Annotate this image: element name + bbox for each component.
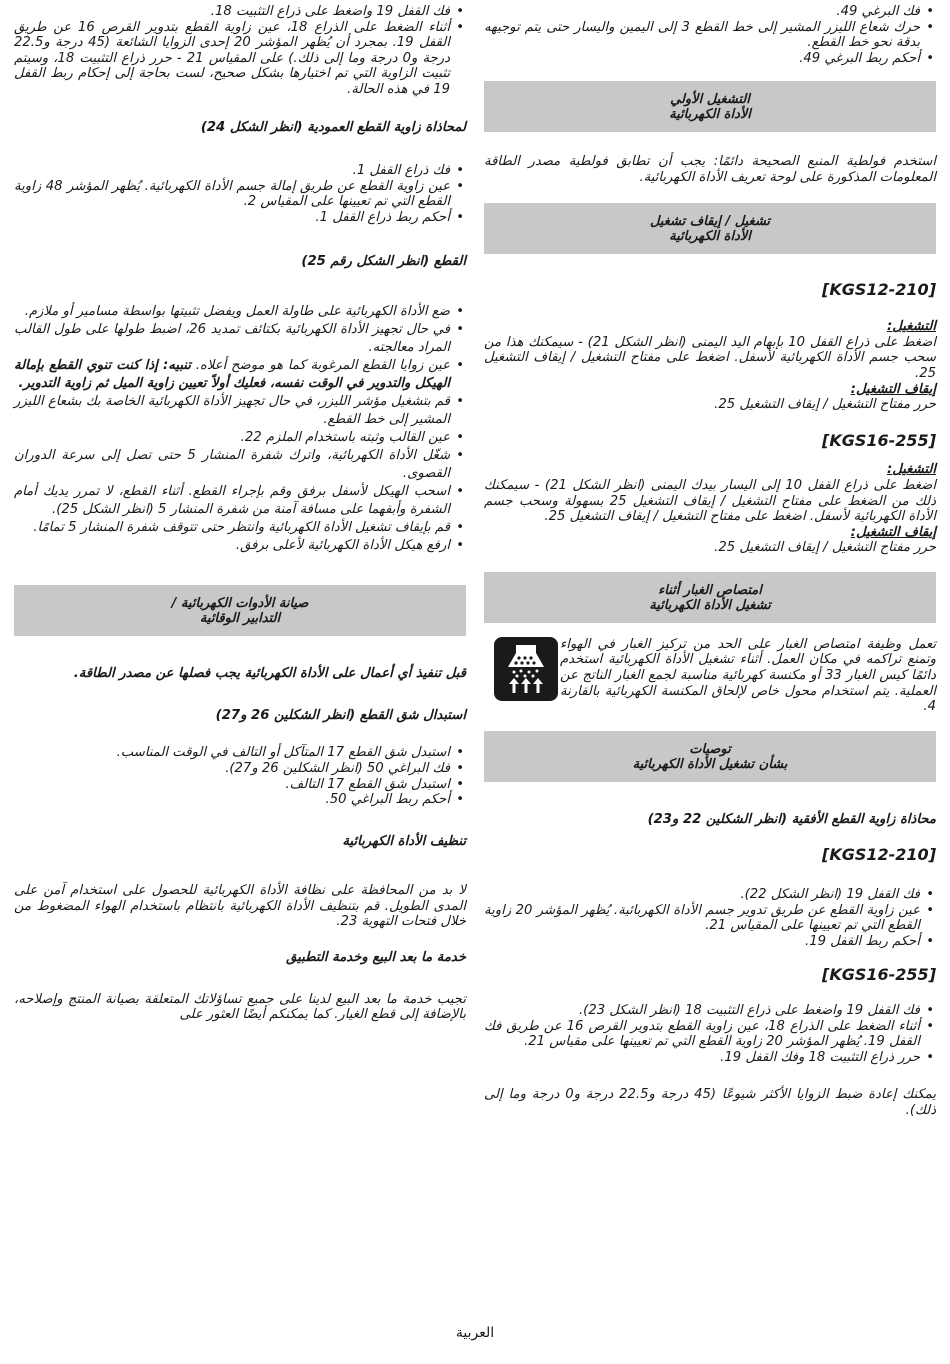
list-item: • شغّل الأداة الكهربائية، واترك شفرة المنشار 5 حتى تصل إلى سرعة الدوران القصوى. — [14, 447, 450, 483]
heading-horizontal-angle: محاذاة زاوية القطع الأفقية (انظر الشكلين 22 و23) — [647, 811, 936, 827]
list-item: • فك القفل 19 واضغط على ذراع التثبيت 18. — [14, 4, 450, 20]
list-item: • ارفع هيكل الأداة الكهربائية لأعلى برفق. — [14, 537, 450, 555]
section-banner-initial-start — [484, 81, 936, 132]
list-item: • استبدل شق القطع 17 التالف. — [14, 777, 450, 793]
banner-line: توصيات — [689, 741, 731, 757]
cut-angle-text: عين زوايا القطع المرغوبة كما هو موضح أعلاه. — [195, 358, 450, 374]
heading-service: خدمة ما بعد البيع وخدمة التطبيق — [286, 950, 466, 966]
banner-line: تشغيل الأداة الكهربائية — [649, 597, 771, 613]
off-255-paragraph: حرر مفتاح التشغيل / إيقاف التشغيل 25. — [714, 540, 936, 556]
section-banner-maintenance — [14, 585, 466, 636]
list-item: • أثناء الضغط على الذراع 18، عين زاوية القطع بتدوير القرص 16 عن طريق فك القفل 19. يُظهر المؤشر 20 زاوية القطع التي تم تعيينها على مقياس 21. — [484, 1019, 920, 1050]
dust-paragraph: تعمل وظيفة امتصاص الغبار على الحد من تركيز الغبار في الهواء وتمنع تراكمه في مكان العمل. أثناء تشغيل الأداة الكهربائية استخدم دائمًا كيس الغبار 33 أو مكنسة كهربائية مناسبة لجمع الغبار الناتج عن العملية. يتم استخدام محول خاص لإلحاق المكنسة الكهربائية بالقارنة 4. — [560, 636, 936, 715]
list-item: • فك القفل 19 (انظر الشكل 22). — [484, 887, 920, 903]
insert-steps-list — [14, 745, 466, 807]
heading-cutting: القطع (انظر الشكل رقم 25) — [301, 253, 466, 269]
list-item: • أثناء الضغط على الذراع 18، عين زاوية القطع بتدوير القرص 16 عن طريق القفل 19. بمجرد أن يُظهر المؤشر 20 إحدى الزوايا الشائعة (45 درجة و22.5 درجة و0 درجة وما إلى ذلك.) على المقياس 21 - حرر ذراع التثبيت 18، وسيتم تثبيت الزاوية التي تم اختيارها بشكل صحيح، لست بحاجة إلى إحكام ربط القفل 19 في هذه الحالة. — [14, 20, 450, 98]
dust-extraction-block — [484, 637, 936, 715]
left-column — [14, 4, 466, 1023]
horizontal-210-list — [484, 887, 936, 949]
section-banner-on-off — [484, 203, 936, 254]
list-item: • عين زاوية القطع عن طريق تدوير جسم الأداة الكهربائية. يُظهر المؤشر 20 زاوية القطع التي تم تعيينها على المقياس 21. — [484, 903, 920, 934]
list-item — [14, 357, 450, 393]
model-label-210: [KGS12-210] — [822, 845, 936, 865]
subheading-operate: التشغيل: — [886, 319, 936, 335]
list-item: • أحكم ربط القفل 19. — [484, 934, 920, 950]
list-item: • فك البراغي 50 (انظر الشكلين 26 و27). — [14, 761, 450, 777]
cutting-steps-list — [14, 303, 466, 555]
list-item: • في حال تجهيز الأداة الكهربائية بكتائف تمديد 26، اضبط طولها على طول القالب المراد معالجته. — [14, 321, 450, 357]
heading-vertical-angle: لمحاذاة زاوية القطع العمودية (انظر الشكل 24) — [200, 119, 466, 135]
list-item: • قم بإيقاف تشغيل الأداة الكهربائية وانتظر حتى تتوقف شفرة المنشار 5 تمامًا. — [14, 519, 450, 537]
banner-line: صيانة الأدوات الكهربائية / — [171, 596, 309, 612]
right-column — [484, 4, 936, 1119]
miter-lock-list — [14, 4, 466, 98]
service-paragraph: تجيب خدمة ما بعد البيع لدينا على جميع تساؤلاتك المتعلقة بصيانة المنتج وإصلاحه، بالإضافة إلى قطع الغيار. كما يمكنكم أيضًا العثور على — [14, 991, 466, 1023]
laser-adjust-list — [484, 4, 936, 66]
voltage-paragraph: استخدم فولطية المنبع الصحيحة دائمًا: يجب أن تطابق فولطية مصدر الطاقة المعلومات المذكورة على لوحة تعريف الأداة الكهربائية. — [484, 154, 936, 185]
subheading-off: إيقاف التشغيل: — [850, 381, 936, 397]
banner-line: امتصاص الغبار أثناء — [658, 582, 762, 598]
subheading-off: إيقاف التشغيل: — [850, 524, 936, 540]
list-item: • فك القفل 19 واضغط على ذراع التثبيت 18 (انظر الشكل 23). — [484, 1003, 920, 1019]
list-item: • حرك شعاع الليزر المشير إلى خط القطع 3 إلى اليمين واليسار حتى يتم توجيهه بدقة نحو خط القطع. — [484, 20, 920, 51]
model-label-210: [KGS12-210] — [822, 279, 936, 299]
banner-line: الأداة الكهربائية — [669, 107, 751, 123]
list-item: • أحكم ربط البراغي 50. — [14, 792, 450, 808]
subheading-operate: التشغيل: — [886, 462, 936, 478]
list-item: • عين القالب وثبته باستخدام الملزم 22. — [14, 429, 450, 447]
list-item: • عين زاوية القطع عن طريق إمالة جسم الأداة الكهربائية. يُظهر المؤشر 48 زاوية القطع التي تم تعيينها على المقياس 2. — [14, 179, 450, 210]
list-item: • استبدل شق القطع 17 المتآكل أو التالف في الوقت المناسب. — [14, 745, 450, 761]
off-210-paragraph: حرر مفتاح التشغيل / إيقاف التشغيل 25. — [714, 397, 936, 413]
dust-extraction-icon — [494, 637, 558, 701]
heading-cleaning: تنظيف الأداة الكهربائية — [342, 833, 466, 849]
list-item: • قم بتشغيل مؤشر الليزر، في حال تجهيز الأداة الكهربائية الخاصة بك بشعاع الليزر المشير إلى خط القطع. — [14, 393, 450, 429]
list-item: • أحكم ربط البرغي 49. — [484, 51, 920, 67]
banner-line: الأداة الكهربائية — [669, 228, 751, 244]
section-banner-dust — [484, 572, 936, 623]
list-item: • فك ذراع القفل 1. — [14, 163, 450, 179]
maintenance-warning: قبل تنفيذ أي أعمال على الأداة الكهربائية يجب فصلها عن مصدر الطاقة. — [73, 666, 466, 682]
operate-255-paragraph: اضغط على ذراع القفل 10 إلى اليسار بيدك اليمنى (انظر الشكل 21) - سيمكنك ذلك من الضغط على مفتاح التشغيل / إيقاف التشغيل 25 بسهولة وسحب جسم الأداة الكهربائية لأسفل. اضغط على مفتاح التشغيل / إيقاف التشغيل 25. — [484, 477, 936, 525]
horizontal-255-list — [484, 1003, 936, 1065]
angle-reset-paragraph: يمكنك إعادة ضبط الزوايا الأكثر شيوعًا (45 درجة و22.5 درجة و0 درجة وما إلى ذلك). — [484, 1087, 937, 1118]
operate-210-paragraph: اضغط على ذراع القفل 10 بإبهام اليد اليمنى (انظر الشكل 21) - سيمكنك هذا من سحب جسم الأداة الكهربائية لأسفل. اضغط على مفتاح التشغيل / إيقاف التشغيل 25. — [484, 334, 937, 381]
page-footer-language: العربية — [455, 1325, 495, 1341]
model-label-255: [KGS16-255] — [822, 965, 936, 985]
list-item: • ضع الأداة الكهربائية على طاولة العمل ويفضل تثبيتها بواسطة مسامير أو ملازم. — [14, 303, 450, 321]
list-item: • حرر ذراع التثبيت 18 وفك القفل 19. — [484, 1050, 920, 1066]
banner-line: التدابير الوقائية — [199, 611, 281, 627]
list-item: • اسحب الهيكل لأسفل برفق وقم بإجراء القطع. أثناء القطع، لا تمرر يديك أمام الشفرة وأبقهما على مسافة آمنة من شفرة المنشار 5 (انظر الشكل 25). — [14, 483, 450, 519]
cut-warning-text: تنبيه: إذا كنت تنوي القطع بإمالة الهيكل والتدوير في الوقت نفسه، فعليك أولاً تعيين زاوية الميل ثم زاوية التدوير. — [14, 358, 450, 392]
heading-insert-replacement: استبدال شق القطع (انظر الشكلين 26 و27) — [215, 707, 466, 723]
list-item: • فك البرغي 49. — [484, 4, 920, 20]
banner-line: تشغيل / إيقاف تشغيل — [649, 213, 771, 229]
banner-line: بشأن تشغيل الأداة الكهربائية — [632, 756, 788, 772]
model-label-255: [KGS16-255] — [822, 430, 936, 450]
vertical-angle-list — [14, 163, 466, 225]
section-banner-recommendations — [484, 731, 936, 782]
list-item: • أحكم ربط ذراع القفل 1. — [14, 210, 450, 226]
cleaning-paragraph: لا بد من المحافظة على نظافة الأداة الكهربائية للحصول على استخدام آمن على المدى الطويل. قم بتنظيف الأداة الكهربائية بانتظام باستخدام الهواء المضغوط من خلال فتحات التهوية 23. — [14, 883, 466, 930]
banner-line: التشغيل الأولي — [670, 92, 750, 108]
